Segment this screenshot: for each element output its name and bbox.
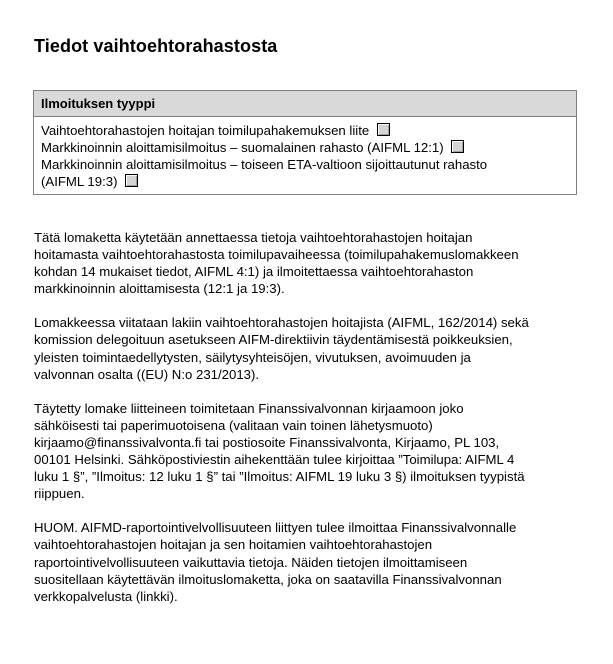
notice-type-header: Ilmoituksen tyyppi xyxy=(34,91,576,117)
text-line: markkinoinnin aloittamisesta (12:1 ja 19:3). xyxy=(34,281,285,297)
eea-fund-checkbox[interactable] xyxy=(125,174,138,187)
option-label-line1: Markkinoinnin aloittamisilmoitus – toiseen ETA-valtioon sijoittautunut rahasto xyxy=(41,157,488,172)
text-line: yleisten toimintaedellytysten, säilytysyhteisöjen, vivutuksen, avoimuuden ja xyxy=(34,349,471,365)
paragraph-submission xyxy=(34,400,584,503)
text-line: vaihtoehtorahastojen hoitajan ja sen hoitamien vaihtoehtorahastojen xyxy=(34,537,433,553)
text-line: Tätä lomaketta käytetään annettaessa tietoja vaihtoehtorahastojen hoitajan xyxy=(34,230,473,245)
option-application-attachment xyxy=(41,122,569,139)
text-line: Lomakkeessa viitataan lakiin vaihtoehtorahastojen hoitajista (AIFML, 162/2014) sekä xyxy=(34,315,529,331)
text-line: hoitamasta vaihtoehtorahastosta toimilupavaiheessa (toimilupahakemuslomakkeen xyxy=(34,247,519,263)
paragraph-usage xyxy=(34,229,584,297)
text-line: riippuen. xyxy=(34,486,85,502)
text-line: kohdan 14 mukaiset tiedot, AIFML 4:1) ja ilmoitettaessa vaihtoehtorahaston xyxy=(34,264,474,280)
option-domestic-fund xyxy=(41,139,569,156)
option-label-line2: (AIFML 19:3) xyxy=(41,174,118,189)
notice-type-options xyxy=(34,117,576,194)
option-label: Vaihtoehtorahastojen hoitajan toimilupahakemuksen liite xyxy=(41,123,370,138)
text-line: HUOM. AIFMD-raportointivelvollisuuteen liittyen tulee ilmoittaa Finanssivalvonnalle xyxy=(34,520,517,536)
text-line: raportointivelvollisuuteen vaikuttavia tietoja. Näiden tietojen ilmoittamiseen xyxy=(34,554,468,570)
text-line: valvonnan osalta ((EU) N:o 231/2013). xyxy=(34,366,260,382)
domestic-fund-checkbox[interactable] xyxy=(451,140,464,153)
instructions-text xyxy=(34,229,584,622)
text-line: suositellaan käytettävän ilmoituslomaketta, joka on saatavilla Finanssivalvonnan xyxy=(34,571,502,587)
text-line: sähköisesti tai paperimuotoisena (valitaan vain toinen lähetysmuoto) xyxy=(34,417,433,433)
text-line: 00101 Helsinki. Sähköpostiviestin aihekenttään tulee kirjoittaa ”Toimilupa: AIFML 4 xyxy=(34,452,515,468)
text-line: Täytetty lomake liitteineen toimitetaan Finanssivalvonnan kirjaamoon joko xyxy=(34,400,464,416)
option-eea-fund xyxy=(41,156,569,190)
notice-type-box xyxy=(33,90,577,195)
option-label: Markkinoinnin aloittamisilmoitus – suomalainen rahasto (AIFML 12:1) xyxy=(41,140,444,155)
text-line: verkkopalvelusta (linkki). xyxy=(34,588,178,604)
text-line: kirjaamo@finanssivalvonta.fi tai postiosoite Finanssivalvonta, Kirjaamo, PL 103, xyxy=(34,434,500,450)
text-line: luku 1 §”, ”Ilmoitus: 12 luku 1 §” tai ”Ilmoitus: AIFML 19 luku 3 §) ilmoituksen tyypistä xyxy=(34,469,525,485)
application-attachment-checkbox[interactable] xyxy=(377,123,390,136)
page-title: Tiedot vaihtoehtorahastosta xyxy=(34,36,278,56)
paragraph-note xyxy=(34,519,584,604)
text-line: komission delegoituun asetukseen AIFM-direktiivin täydentämisestä poikkeuksien, xyxy=(34,332,513,348)
paragraph-legal-references xyxy=(34,314,584,382)
